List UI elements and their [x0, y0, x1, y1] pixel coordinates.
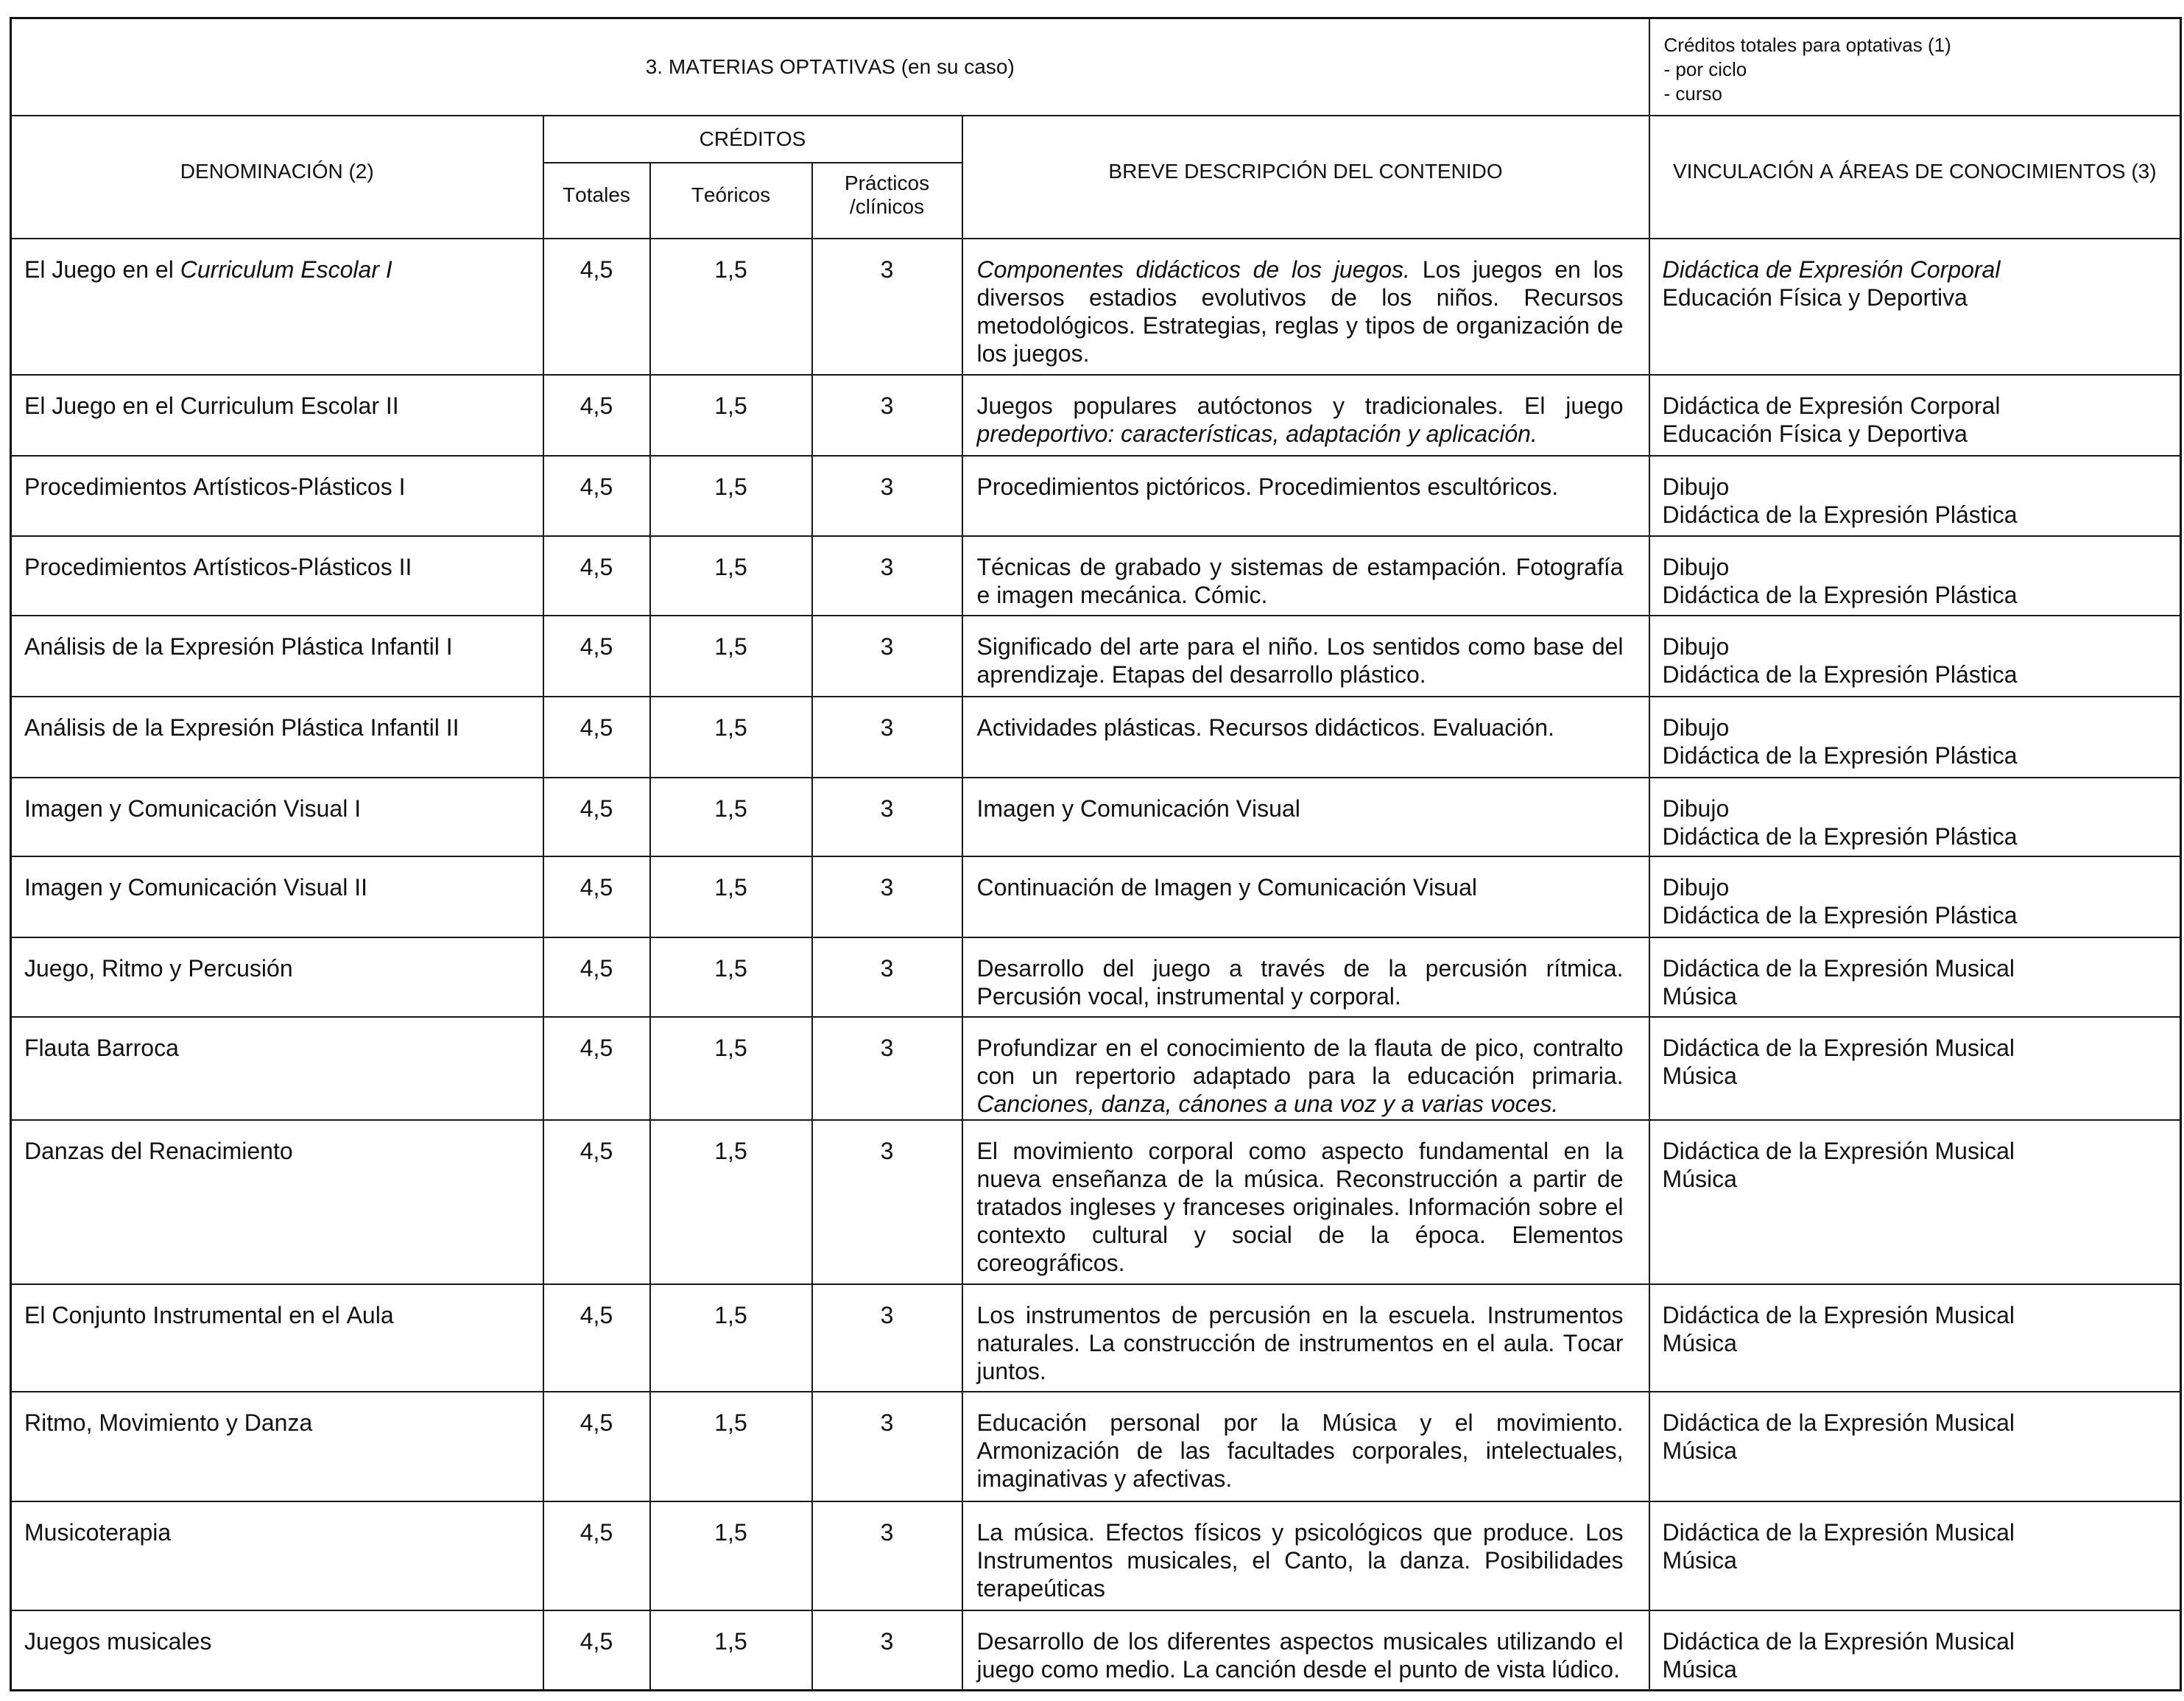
table-row: [11, 616, 2181, 697]
totales-cell: 4,5: [543, 616, 650, 697]
area-line: Dibujo: [1662, 714, 1730, 741]
denominacion-text: El Juego en el Curriculum Escolar II: [24, 392, 399, 419]
descripcion-cell: [962, 697, 1649, 778]
denominacion-cell: [11, 856, 543, 937]
totales-cell: 4,5: [543, 1501, 650, 1610]
practicos-cell: 3: [812, 1610, 962, 1691]
optional-subjects-table: [10, 17, 2182, 1691]
descripcion-text: Actividades plásticas. Recursos didácticos. Evaluación.: [976, 714, 1554, 741]
vinculacion-cell: [1649, 456, 2181, 536]
denominacion-text: Imagen y Comunicación Visual II: [24, 873, 367, 901]
vinculacion-cell: [1649, 1392, 2181, 1501]
descripcion-cell: [962, 778, 1649, 856]
denominacion-text: Procedimientos Artísticos-Plásticos I: [24, 473, 406, 500]
area-line: Música: [1662, 1546, 1737, 1574]
column-header-denominacion: DENOMINACIÓN (2): [11, 116, 543, 239]
descripcion-text: Imagen y Comunicación Visual: [976, 795, 1300, 822]
descripcion-text: Desarrollo del juego a través de la percusión rítmica. Percusión vocal, instrumental y corporal.: [976, 954, 1624, 1010]
practicos-cell: 3: [812, 1284, 962, 1392]
teoricos-cell: 1,5: [650, 239, 812, 375]
totales-cell: 4,5: [543, 375, 650, 456]
totales-cell: 4,5: [543, 456, 650, 536]
teoricos-cell: 1,5: [650, 1610, 812, 1691]
total-credits-box: [1649, 18, 2181, 116]
area-line: Dibujo: [1662, 633, 1730, 660]
denominacion-cell: [11, 536, 543, 616]
descripcion-text: Técnicas de grabado y sistemas de estampación. Fotografía e imagen mecánica. Cómic.: [976, 553, 1624, 608]
denominacion-text: Imagen y Comunicación Visual I: [24, 795, 362, 822]
vinculacion-cell: [1649, 1120, 2181, 1284]
descripcion-cell: [962, 937, 1649, 1017]
denominacion-cell: [11, 1610, 543, 1691]
totales-cell: 4,5: [543, 239, 650, 375]
denominacion-text: Musicoterapia: [24, 1518, 172, 1546]
teoricos-cell: 1,5: [650, 1392, 812, 1501]
table-row: [11, 536, 2181, 616]
teoricos-cell: 1,5: [650, 1284, 812, 1392]
denominacion-text-segment: El Juego en el: [24, 256, 180, 283]
descripcion-cell: [962, 856, 1649, 937]
area-line: Didáctica de la Expresión Musical: [1662, 954, 2015, 982]
area-line: Música: [1662, 1165, 1737, 1192]
area-line: Didáctica de Expresión Corporal: [1662, 392, 2001, 419]
table-row: [11, 1501, 2181, 1610]
area-line: Didáctica de la Expresión Musical: [1662, 1518, 2015, 1546]
table-row: [11, 375, 2181, 456]
total-credits-per-cycle: - por ciclo: [1663, 58, 1747, 80]
descripcion-cell: [962, 1392, 1649, 1501]
practicos-cell: 3: [812, 1120, 962, 1284]
totales-cell: 4,5: [543, 778, 650, 856]
vinculacion-cell: [1649, 1610, 2181, 1691]
denominacion-text: El Conjunto Instrumental en el Aula: [24, 1301, 394, 1328]
table-row: [11, 937, 2181, 1017]
vinculacion-cell: [1649, 536, 2181, 616]
descripcion-text: La música. Efectos físicos y psicológicos que produce. Los Instrumentos musicales, el Canto, la danza. Posibilidades terapeúticas: [976, 1518, 1624, 1602]
descripcion-text: Significado del arte para el niño. Los sentidos como base del aprendizaje. Etapas del desarrollo plástico.: [976, 633, 1624, 688]
vinculacion-cell: [1649, 856, 2181, 937]
descripcion-cell: [962, 375, 1649, 456]
descripcion-cell: [962, 536, 1649, 616]
denominacion-text: Juego, Ritmo y Percusión: [24, 954, 293, 982]
column-header-vinculacion: VINCULACIÓN A ÁREAS DE CONOCIMIENTOS (3): [1649, 116, 2181, 239]
denominacion-cell: [11, 239, 543, 375]
totales-cell: 4,5: [543, 1610, 650, 1691]
area-line: Dibujo: [1662, 473, 1730, 500]
practicos-cell: 3: [812, 1392, 962, 1501]
descripcion-text: Continuación de Imagen y Comunicación Visual: [976, 873, 1477, 901]
totales-cell: 4,5: [543, 1392, 650, 1501]
practicos-cell: 3: [812, 456, 962, 536]
denominacion-text: Análisis de la Expresión Plástica Infantil II: [24, 714, 459, 741]
practicos-cell: 3: [812, 375, 962, 456]
table-row: [11, 778, 2181, 856]
area-line: Didáctica de la Expresión Plástica: [1662, 581, 2018, 608]
denominacion-text: Danzas del Renacimiento: [24, 1137, 293, 1164]
practicos-cell: 3: [812, 937, 962, 1017]
totales-cell: 4,5: [543, 937, 650, 1017]
column-header-creditos: CRÉDITOS: [543, 116, 962, 163]
denominacion-text: Flauta Barroca: [24, 1034, 179, 1061]
practicos-cell: 3: [812, 239, 962, 375]
teoricos-cell: 1,5: [650, 697, 812, 778]
area-line: Dibujo: [1662, 553, 1730, 580]
table-row: [11, 1284, 2181, 1392]
denominacion-cell: [11, 1120, 543, 1284]
vinculacion-cell: [1649, 1284, 2181, 1392]
table-row: [11, 856, 2181, 937]
totales-cell: 4,5: [543, 1284, 650, 1392]
total-credits-per-course: - curso: [1663, 82, 1722, 105]
vinculacion-cell: [1649, 937, 2181, 1017]
teoricos-cell: 1,5: [650, 1120, 812, 1284]
table-row: [11, 1392, 2181, 1501]
column-header-descripcion: BREVE DESCRIPCIÓN DEL CONTENIDO: [962, 116, 1649, 239]
descripcion-text-segment: Canciones, danza, cánones a una voz y a varias voces.: [976, 1090, 1559, 1117]
table-row: [11, 1017, 2181, 1120]
denominacion-cell: [11, 937, 543, 1017]
descripcion-text-segment: predeportivo: características, adaptación y aplicación.: [976, 420, 1537, 447]
table-row: [11, 1120, 2181, 1284]
practicos-cell: 3: [812, 778, 962, 856]
total-credits-label: Créditos totales para optativas (1): [1663, 34, 1951, 56]
totales-cell: 4,5: [543, 697, 650, 778]
area-line: Didáctica de la Expresión Musical: [1662, 1137, 2015, 1164]
practicos-cell: 3: [812, 616, 962, 697]
area-line: Didáctica de la Expresión Musical: [1662, 1301, 2015, 1328]
descripcion-text-segment: Componentes didácticos de los juegos.: [976, 256, 1410, 283]
area-line: Música: [1662, 982, 1737, 1010]
teoricos-cell: 1,5: [650, 616, 812, 697]
practicos-cell: 3: [812, 1017, 962, 1120]
area-line: Música: [1662, 1062, 1737, 1089]
area-line: Didáctica de la Expresión Plástica: [1662, 501, 2018, 528]
vinculacion-cell: [1649, 1501, 2181, 1610]
totales-cell: 4,5: [543, 1017, 650, 1120]
descripcion-text: Desarrollo de los diferentes aspectos musicales utilizando el juego como medio. La canción desde el punto de vista lúdico.: [976, 1627, 1624, 1683]
descripcion-cell: [962, 1284, 1649, 1392]
area-line: Didáctica de la Expresión Musical: [1662, 1627, 2015, 1655]
denominacion-text: Juegos musicales: [24, 1627, 212, 1655]
area-line: Didáctica de la Expresión Plástica: [1662, 823, 2018, 850]
column-header-teoricos: Teóricos: [650, 163, 812, 239]
area-line: Dibujo: [1662, 873, 1730, 901]
teoricos-cell: 1,5: [650, 778, 812, 856]
teoricos-cell: 1,5: [650, 937, 812, 1017]
descripcion-text-segment: Juegos populares autóctonos y tradicionales. El juego: [976, 392, 1624, 419]
totales-cell: 4,5: [543, 856, 650, 937]
descripcion-text-segment: Los juegos en los diversos estadios evolutivos de los niños. Recursos metodológicos. Estrategias, reglas y tipos de organización de los juegos.: [976, 256, 1624, 367]
area-line: Dibujo: [1662, 795, 1730, 822]
teoricos-cell: 1,5: [650, 1017, 812, 1120]
practicos-cell: 3: [812, 536, 962, 616]
practicos-cell: 3: [812, 856, 962, 937]
denominacion-cell: [11, 375, 543, 456]
column-header-practicos: Prácticos /clínicos: [812, 163, 962, 239]
area-line: Música: [1662, 1437, 1737, 1464]
denominacion-cell: [11, 1392, 543, 1501]
area-line: Didáctica de la Expresión Plástica: [1662, 661, 2018, 688]
denominacion-text: Ritmo, Movimiento y Danza: [24, 1409, 313, 1436]
descripcion-cell: [962, 1501, 1649, 1610]
descripcion-text: Educación personal por la Música y el movimiento. Armonización de las facultades corporales, intelectuales, imaginativas y afectivas.: [976, 1409, 1624, 1492]
table-body: [11, 239, 2181, 1691]
descripcion-cell: [962, 1610, 1649, 1691]
descripcion-text-segment: Profundizar en el conocimiento de la flauta de pico, contralto con un repertorio adaptado para la educación primaria.: [976, 1034, 1624, 1089]
descripcion-text: Los instrumentos de percusión en la escuela. Instrumentos naturales. La construcción de instrumentos en el aula. Tocar juntos.: [976, 1301, 1624, 1384]
teoricos-cell: 1,5: [650, 856, 812, 937]
descripcion-cell: [962, 1120, 1649, 1284]
practicos-cell: 3: [812, 697, 962, 778]
denominacion-cell: [11, 456, 543, 536]
denominacion-text: Procedimientos Artísticos-Plásticos II: [24, 553, 412, 580]
area-line: Música: [1662, 1329, 1737, 1356]
table-row: [11, 697, 2181, 778]
descripcion-text: El movimiento corporal como aspecto fundamental en la nueva enseñanza de la música. Reconstrucción a partir de tratados ingleses y franceses originales. Información sobre el contexto cultural y social de la época. Elementos coreográficos.: [976, 1137, 1624, 1276]
area-line: Didáctica de la Expresión Musical: [1662, 1409, 2015, 1436]
teoricos-cell: 1,5: [650, 1501, 812, 1610]
teoricos-cell: 1,5: [650, 536, 812, 616]
descripcion-cell: [962, 1017, 1649, 1120]
area-line: Música: [1662, 1655, 1737, 1683]
area-line: Didáctica de Expresión Corporal: [1662, 256, 2001, 283]
descripcion-cell: [962, 239, 1649, 375]
totales-cell: 4,5: [543, 536, 650, 616]
descripcion-cell: [962, 616, 1649, 697]
denominacion-text-segment: Curriculum Escolar I: [180, 256, 392, 283]
vinculacion-cell: [1649, 616, 2181, 697]
teoricos-cell: 1,5: [650, 456, 812, 536]
vinculacion-cell: [1649, 375, 2181, 456]
table-row: [11, 1610, 2181, 1691]
descripcion-cell: [962, 456, 1649, 536]
denominacion-cell: [11, 778, 543, 856]
teoricos-cell: 1,5: [650, 375, 812, 456]
vinculacion-cell: [1649, 697, 2181, 778]
vinculacion-cell: [1649, 778, 2181, 856]
vinculacion-cell: [1649, 239, 2181, 375]
area-line: Didáctica de la Expresión Musical: [1662, 1034, 2015, 1061]
denominacion-cell: [11, 1284, 543, 1392]
area-line: Educación Física y Deportiva: [1662, 284, 1968, 311]
area-line: Educación Física y Deportiva: [1662, 420, 1968, 447]
table-row: [11, 456, 2181, 536]
practicos-cell: 3: [812, 1501, 962, 1610]
denominacion-cell: [11, 697, 543, 778]
denominacion-cell: [11, 1501, 543, 1610]
denominacion-text: Análisis de la Expresión Plástica Infantil I: [24, 633, 453, 660]
column-header-totales: Totales: [543, 163, 650, 239]
area-line: Didáctica de la Expresión Plástica: [1662, 742, 2018, 769]
denominacion-cell: [11, 616, 543, 697]
area-line: Didáctica de la Expresión Plástica: [1662, 901, 2018, 929]
table-title-row: [11, 18, 2181, 116]
column-header-row: [11, 116, 2181, 163]
section-title: 3. MATERIAS OPTATIVAS (en su caso): [11, 18, 1649, 116]
vinculacion-cell: [1649, 1017, 2181, 1120]
denominacion-cell: [11, 1017, 543, 1120]
table-row: [11, 239, 2181, 375]
totales-cell: 4,5: [543, 1120, 650, 1284]
descripcion-text: Procedimientos pictóricos. Procedimientos escultóricos.: [976, 473, 1559, 500]
